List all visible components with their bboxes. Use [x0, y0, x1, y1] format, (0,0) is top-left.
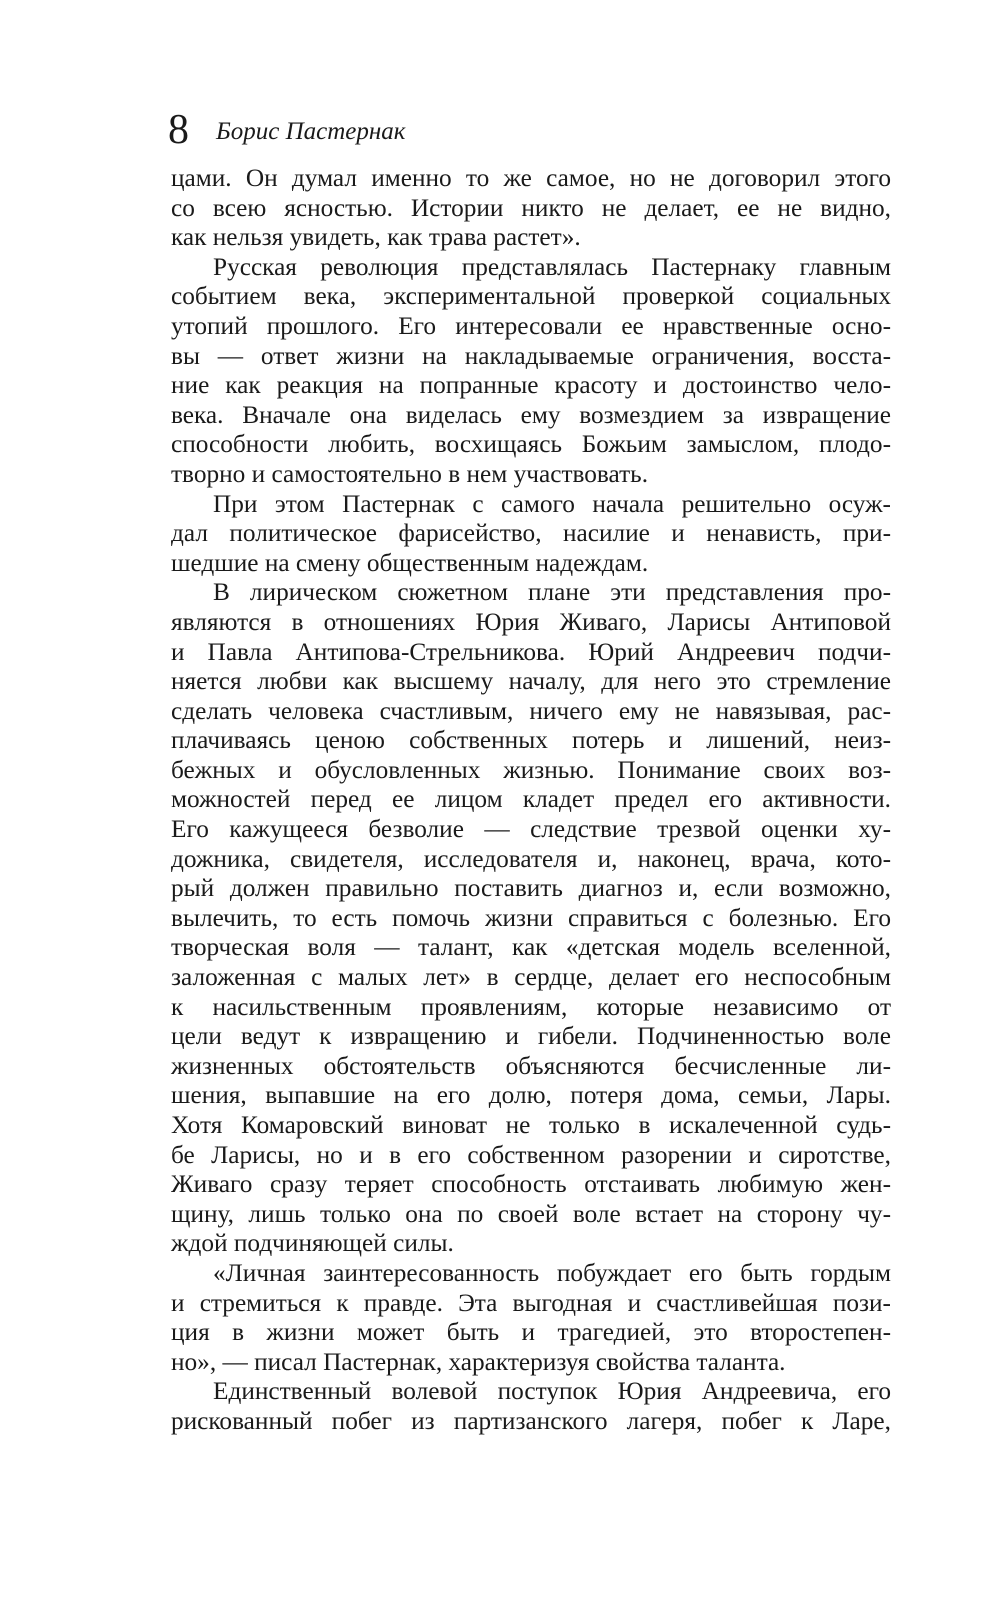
text-line: вылечить, то есть помочь жизни справиться с болезнью. Его: [171, 903, 891, 932]
text-line: бежных и обусловленных жизнью. Понимание своих воз-: [171, 755, 891, 784]
text-line: рый должен правильно поставить диагноз и, если возможно,: [171, 874, 891, 903]
text-line: утопий прошлого. Его интересовали ее нравственные осно-: [171, 311, 891, 340]
text-line: ждой подчиняющей силы.: [171, 1229, 454, 1258]
text-line: сделать человека счастливым, ничего ему не навязывая, рас-: [171, 696, 891, 725]
paragraph: [171, 1259, 891, 1377]
text-line: «Личная заинтересованность побуждает его быть гордым: [213, 1258, 891, 1287]
text-line: шения, выпавшие на его долю, потеря дома, семьи, Лары.: [171, 1081, 891, 1110]
text-line: творно и самостоятельно в нем участвовать.: [171, 459, 649, 488]
text-line: и Павла Антипова-Стрельникова. Юрий Андреевич подчи-: [171, 637, 891, 666]
text-line: няется любви как высшему началу, для него это стремление: [171, 667, 891, 696]
text-line: к насильственным проявлениям, которые независимо от: [171, 992, 891, 1021]
text-line: заложенная с малых лет» в сердце, делает его неспособным: [171, 963, 891, 992]
paragraph: [171, 490, 891, 579]
paragraph: [171, 1377, 891, 1436]
text-line: бе Ларисы, но и в его собственном разорении и сиротстве,: [171, 1140, 891, 1169]
paragraph: [171, 578, 891, 1259]
text-line: жизненных обстоятельств объясняются бесчисленные ли-: [171, 1051, 891, 1080]
text-line: вы — ответ жизни на накладываемые ограничения, восста-: [171, 341, 891, 370]
text-line: можностей перед ее лицом кладет предел его активности.: [171, 785, 891, 814]
text-line: Его кажущееся безволие — следствие трезвой оценки ху-: [171, 815, 891, 844]
text-line: дожника, свидетеля, исследователя и, наконец, врача, кото-: [171, 844, 891, 873]
text-line: века. Вначале она виделась ему возмездием за извращение: [171, 400, 891, 429]
text-line: При этом Пастернак с самого начала решительно осуж-: [213, 489, 891, 518]
text-line: Русская революция представлялась Пастернаку главным: [213, 252, 891, 281]
text-line: ция в жизни может быть и трагедией, это второстепен-: [171, 1318, 891, 1347]
text-line: рискованный побег из партизанского лагеря, побег к Ларе,: [171, 1406, 891, 1435]
text-line: цели ведут к извращению и гибели. Подчиненностью воле: [171, 1022, 891, 1051]
page-number: 8: [168, 107, 189, 153]
book-page: [168, 104, 891, 1437]
text-line: событием века, экспериментальной проверкой социальных: [171, 282, 891, 311]
text-line: как нельзя увидеть, как трава растет».: [171, 223, 581, 252]
text-line: способности любить, восхищаясь Божьим замыслом, плодо-: [171, 430, 891, 459]
text-line: дал политическое фарисейство, насилие и ненависть, при-: [171, 519, 891, 548]
paragraph: [171, 164, 891, 253]
running-head: [168, 104, 891, 164]
text-line: щину, лишь только она по своей воле встает на сторону чу-: [171, 1199, 891, 1228]
text-line: шедшие на смену общественным надеждам.: [171, 548, 649, 577]
text-line: Единственный волевой поступок Юрия Андреевича, его: [213, 1377, 891, 1406]
body-text: [171, 164, 891, 1437]
text-line: являются в отношениях Юрия Живаго, Ларисы Антиповой: [171, 607, 891, 636]
text-line: цами. Он думал именно то же самое, но не договорил этого: [171, 164, 891, 192]
text-line: плачиваясь ценою собственных потерь и лишений, неиз-: [171, 726, 891, 755]
text-line: В лирическом сюжетном плане эти представления про-: [213, 578, 891, 607]
text-line: Хотя Комаровский виноват не только в искалеченной судь-: [171, 1111, 891, 1139]
text-line: Живаго сразу теряет способность отстаивать любимую жен-: [171, 1170, 891, 1199]
running-title: Борис Пастернак: [216, 118, 406, 145]
text-line: со всею ясностью. Истории никто не делает, ее не видно,: [171, 193, 891, 222]
text-line: ние как реакция на попранные красоту и достоинство чело-: [171, 371, 891, 400]
text-line: но», — писал Пастернак, характеризуя свойства таланта.: [171, 1347, 786, 1376]
text-line: творческая воля — талант, как «детская модель вселенной,: [171, 933, 891, 962]
text-line: и стремиться к правде. Эта выгодная и счастливейшая пози-: [171, 1288, 891, 1317]
paragraph: [171, 253, 891, 490]
